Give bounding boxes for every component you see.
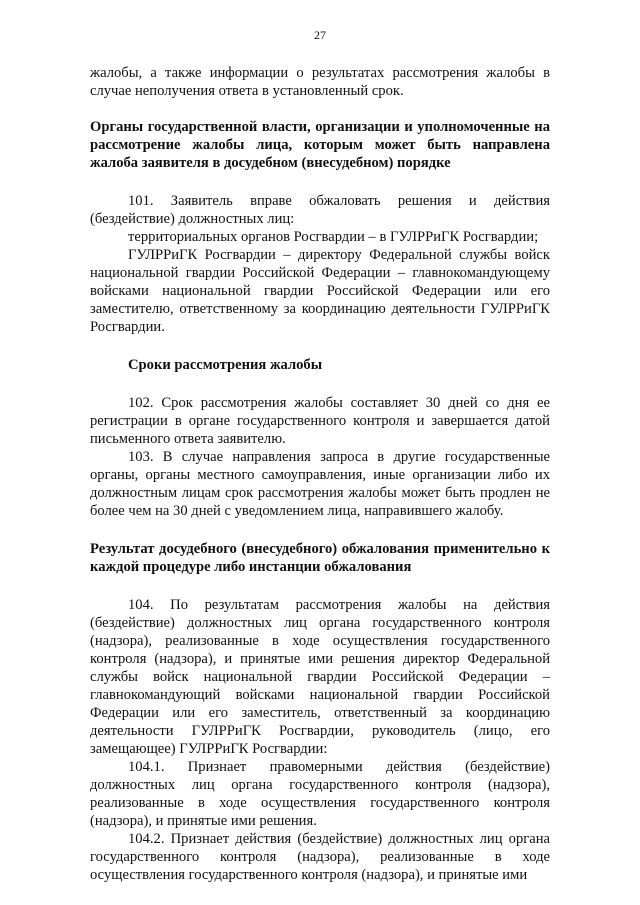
paragraph-103: 103. В случае направления запроса в другие государственные органы, органы местного самоуправления, иные организации либо их должностным лицам срок рассмотрения жалобы может быть продлен не более чем на 30 дней с уведомлением лица, направившего жалобу. <box>90 449 550 519</box>
section-heading-review-terms: Сроки рассмотрения жалобы <box>128 357 323 373</box>
paragraph-101-b: ГУЛРРиГК Росгвардии – директору Федеральной службы войск национальной гвардии Российской Федерации – главнокомандующему войсками национальной гвардии Российской Федерации или его заместителю, ответственному за координацию деятельности ГУЛРРиГК Росгвардии. <box>90 247 550 335</box>
section-heading-complaint-bodies: Органы государственной власти, организации и уполномоченные на рассмотрение жалобы лица, которым может быть направлена жалоба заявителя в досудебном (внесудебном) порядке <box>90 119 550 171</box>
paragraph-104-2: 104.2. Признает действия (бездействие) должностных лиц органа государственного контроля (надзора), реализованные в ходе осуществления государственного контроля (надзора), и принятые ими <box>90 831 550 883</box>
document-page <box>90 28 550 884</box>
section-heading-appeal-result: Результат досудебного (внесудебного) обжалования применительно к каждой процедуре либо инстанции обжалования <box>90 541 550 575</box>
intro-paragraph: жалобы, а также информации о результатах рассмотрения жалобы в случае неполучения ответа в установленный срок. <box>90 65 550 99</box>
paragraph-104: 104. По результатам рассмотрения жалобы на действия (бездействие) должностных лиц органа государственного контроля (надзора), реализованные в ходе осуществления государственного контроля (надзора), и принятые ими решения директор Федеральной службы войск национальной гвардии Российской Федерации – главнокомандующий войсками национальной гвардии Российской Федерации или его заместитель, ответственный за координацию деятельности ГУЛРРиГК Росгвардии, руководитель (лицо, его замещающее) ГУЛРРиГК Росгвардии: <box>90 597 550 757</box>
page-number: 27 <box>314 28 326 42</box>
paragraph-101: 101. Заявитель вправе обжаловать решения и действия (бездействие) должностных лиц: <box>90 193 550 227</box>
paragraph-102: 102. Срок рассмотрения жалобы составляет 30 дней со дня ее регистрации в органе государственного контроля и завершается датой письменного ответа заявителю. <box>90 395 550 447</box>
paragraph-104-1: 104.1. Признает правомерными действия (бездействие) должностных лиц органа государственного контроля (надзора), реализованные в ходе осуществления государственного контроля (надзора), и принятые ими решения. <box>90 759 550 829</box>
paragraph-101-a: территориальных органов Росгвардии – в ГУЛРРиГК Росгвардии; <box>128 229 539 245</box>
